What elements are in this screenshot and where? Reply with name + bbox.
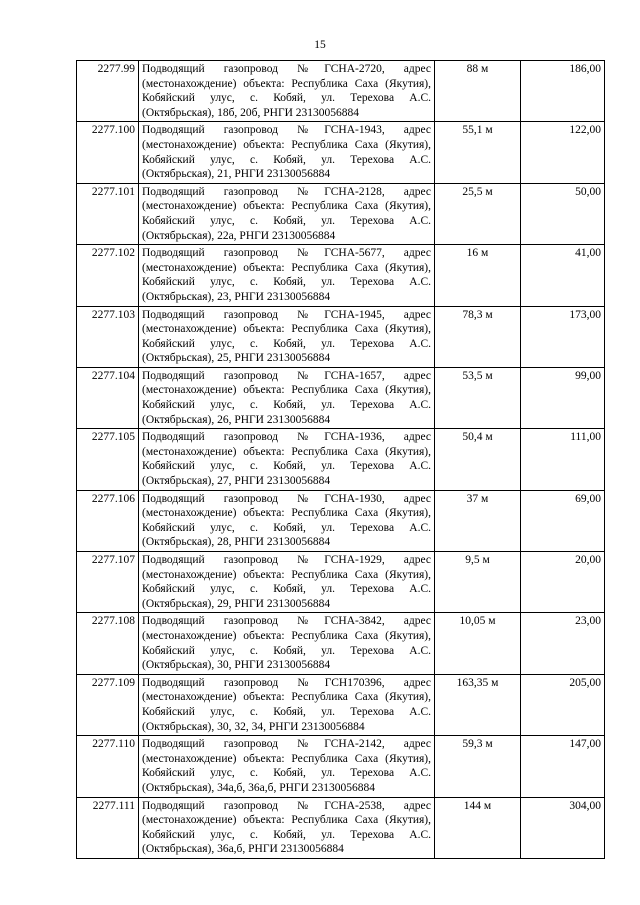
object-description-cell: Подводящий газопровод №ГСНА-1930, адрес (местонахождение) объекта: Республика Саха (Якутия), Кобяйский улус, с. Кобяй, ул. Терехова А.С. (Октябрьская), 28, РНГИ 23130056884 <box>139 490 435 551</box>
object-description-cell: Подводящий газопровод №ГСНА-2720, адрес (местонахождение) объекта: Республика Саха (Якутия), Кобяйский улус, с. Кобяй, ул. Терехова А.С. (Октябрьская), 18б, 20б, РНГИ 23130056884 <box>139 61 435 122</box>
row-number-cell: 2277.102 <box>77 245 139 306</box>
length-cell: 37 м <box>435 490 521 551</box>
table-row <box>77 736 605 797</box>
value-cell: 111,00 <box>521 429 605 490</box>
value-cell: 20,00 <box>521 552 605 613</box>
table-row <box>77 552 605 613</box>
object-description-cell: Подводящий газопровод №ГСНА-1945, адрес (местонахождение) объекта: Республика Саха (Якутия), Кобяйский улус, с. Кобяй, ул. Терехова А.С. (Октябрьская), 25, РНГИ 23130056884 <box>139 306 435 367</box>
object-description-cell: Подводящий газопровод №ГСНА-1657, адрес (местонахождение) объекта: Республика Саха (Якутия), Кобяйский улус, с. Кобяй, ул. Терехова А.С. (Октябрьская), 26, РНГИ 23130056884 <box>139 367 435 428</box>
length-cell: 59,3 м <box>435 736 521 797</box>
length-cell: 25,5 м <box>435 183 521 244</box>
length-cell: 55,1 м <box>435 122 521 183</box>
table-row <box>77 429 605 490</box>
object-description-cell: Подводящий газопровод №ГСНА-2538, адрес (местонахождение) объекта: Республика Саха (Якутия), Кобяйский улус, с. Кобяй, ул. Терехова А.С. (Октябрьская), 36а,б, РНГИ 23130056884 <box>139 797 435 858</box>
value-cell: 99,00 <box>521 367 605 428</box>
table-row <box>77 183 605 244</box>
object-description-cell: Подводящий газопровод №ГСНА-2128, адрес (местонахождение) объекта: Республика Саха (Якутия), Кобяйский улус, с. Кобяй, ул. Терехова А.С. (Октябрьская), 22а, РНГИ 23130056884 <box>139 183 435 244</box>
row-number-cell: 2277.106 <box>77 490 139 551</box>
value-cell: 186,00 <box>521 61 605 122</box>
length-cell: 88 м <box>435 61 521 122</box>
value-cell: 147,00 <box>521 736 605 797</box>
length-cell: 9,5 м <box>435 552 521 613</box>
table-row <box>77 797 605 858</box>
row-number-cell: 2277.100 <box>77 122 139 183</box>
object-description-cell: Подводящий газопровод №ГСНА-1936, адрес (местонахождение) объекта: Республика Саха (Якутия), Кобяйский улус, с. Кобяй, ул. Терехова А.С. (Октябрьская), 27, РНГИ 23130056884 <box>139 429 435 490</box>
table-row <box>77 122 605 183</box>
object-description-cell: Подводящий газопровод №ГСН170396, адрес (местонахождение) объекта: Республика Саха (Якутия), Кобяйский улус, с. Кобяй, ул. Терехова А.С. (Октябрьская), 30, 32, 34, РНГИ 23130056884 <box>139 674 435 735</box>
table-row <box>77 245 605 306</box>
length-cell: 163,35 м <box>435 674 521 735</box>
object-description-cell: Подводящий газопровод №ГСНА-2142, адрес (местонахождение) объекта: Республика Саха (Якутия), Кобяйский улус, с. Кобяй, ул. Терехова А.С. (Октябрьская), 34а,б, 36а,б, РНГИ 23130056884 <box>139 736 435 797</box>
row-number-cell: 2277.101 <box>77 183 139 244</box>
row-number-cell: 2277.110 <box>77 736 139 797</box>
row-number-cell: 2277.99 <box>77 61 139 122</box>
row-number-cell: 2277.103 <box>77 306 139 367</box>
row-number-cell: 2277.104 <box>77 367 139 428</box>
length-cell: 10,05 м <box>435 613 521 674</box>
page-number: 15 <box>314 39 326 51</box>
value-cell: 173,00 <box>521 306 605 367</box>
value-cell: 304,00 <box>521 797 605 858</box>
value-cell: 122,00 <box>521 122 605 183</box>
registry-table <box>76 60 605 859</box>
row-number-cell: 2277.108 <box>77 613 139 674</box>
row-number-cell: 2277.107 <box>77 552 139 613</box>
length-cell: 78,3 м <box>435 306 521 367</box>
length-cell: 16 м <box>435 245 521 306</box>
table-row <box>77 490 605 551</box>
table-row <box>77 306 605 367</box>
value-cell: 205,00 <box>521 674 605 735</box>
length-cell: 53,5 м <box>435 367 521 428</box>
object-description-cell: Подводящий газопровод №ГСНА-5677, адрес (местонахождение) объекта: Республика Саха (Якутия), Кобяйский улус, с. Кобяй, ул. Терехова А.С. (Октябрьская), 23, РНГИ 23130056884 <box>139 245 435 306</box>
table-row <box>77 367 605 428</box>
object-description-cell: Подводящий газопровод №ГСНА-1929, адрес (местонахождение) объекта: Республика Саха (Якутия), Кобяйский улус, с. Кобяй, ул. Терехова А.С. (Октябрьская), 29, РНГИ 23130056884 <box>139 552 435 613</box>
value-cell: 50,00 <box>521 183 605 244</box>
table-row <box>77 613 605 674</box>
value-cell: 41,00 <box>521 245 605 306</box>
table-row <box>77 61 605 122</box>
length-cell: 144 м <box>435 797 521 858</box>
object-description-cell: Подводящий газопровод №ГСНА-1943, адрес (местонахождение) объекта: Республика Саха (Якутия), Кобяйский улус, с. Кобяй, ул. Терехова А.С. (Октябрьская), 21, РНГИ 23130056884 <box>139 122 435 183</box>
registry-body <box>77 61 605 859</box>
row-number-cell: 2277.111 <box>77 797 139 858</box>
row-number-cell: 2277.109 <box>77 674 139 735</box>
value-cell: 69,00 <box>521 490 605 551</box>
value-cell: 23,00 <box>521 613 605 674</box>
object-description-cell: Подводящий газопровод №ГСНА-3842, адрес (местонахождение) объекта: Республика Саха (Якутия), Кобяйский улус, с. Кобяй, ул. Терехова А.С. (Октябрьская), 30, РНГИ 23130056884 <box>139 613 435 674</box>
length-cell: 50,4 м <box>435 429 521 490</box>
table-row <box>77 674 605 735</box>
row-number-cell: 2277.105 <box>77 429 139 490</box>
